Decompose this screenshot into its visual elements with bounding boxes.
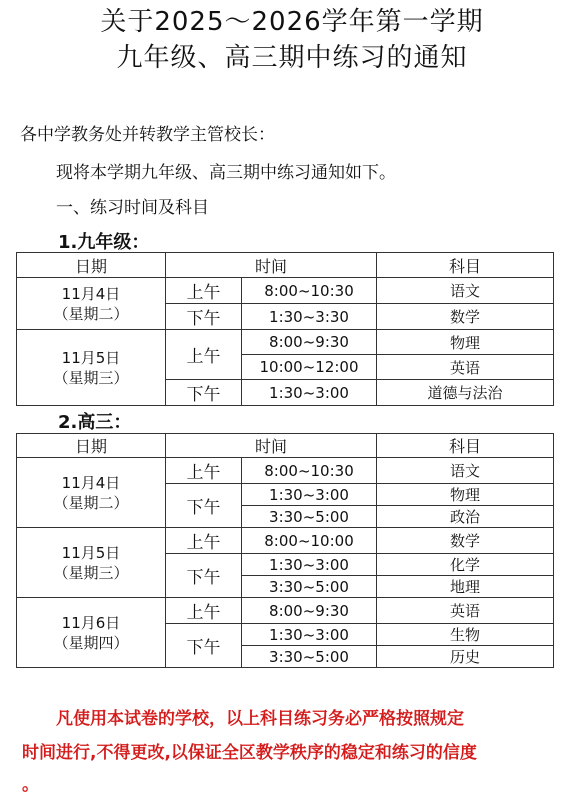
subject-cell: 生物	[377, 624, 554, 646]
time-cell: 3:30~5:00	[242, 576, 377, 598]
grade12-heading: 2.高三：	[58, 412, 132, 433]
time-cell: 1:30~3:00	[242, 484, 377, 506]
table-row	[17, 278, 554, 304]
date: 11月4日	[61, 473, 121, 492]
subject-cell: 历史	[377, 646, 554, 668]
grade9-schedule-table	[16, 252, 554, 406]
session-pm: 下午	[166, 554, 242, 598]
header-time: 时间	[166, 434, 377, 458]
intro-paragraph: 现将本学期九年级、高三期中练习通知如下。	[56, 163, 396, 183]
session-pm: 下午	[166, 624, 242, 668]
date: 11月6日	[61, 613, 121, 632]
time-cell: 3:30~5:00	[242, 646, 377, 668]
session-pm: 下午	[166, 484, 242, 528]
date: 11月4日	[61, 284, 121, 303]
session-am: 上午	[166, 528, 242, 554]
notice-line1: 凡使用本试卷的学校，以上科目练习务必严格按照规定	[56, 709, 464, 729]
weekday: （星期四）	[53, 633, 129, 652]
subject-cell: 英语	[377, 355, 554, 380]
subject-cell: 化学	[377, 554, 554, 576]
header-subject: 科目	[377, 253, 554, 278]
table-header-row	[17, 253, 554, 278]
header-date: 日期	[17, 253, 166, 278]
subject-cell: 语文	[377, 458, 554, 484]
subject-cell: 道德与法治	[377, 380, 554, 406]
weekday: （星期二）	[53, 304, 129, 323]
time-cell: 1:30~3:00	[242, 554, 377, 576]
date-cell	[17, 598, 166, 668]
document-title-line1: 关于2025～2026学年第一学期	[100, 7, 484, 37]
time-cell: 1:30~3:00	[242, 380, 377, 406]
date: 11月5日	[61, 543, 121, 562]
date: 11月5日	[61, 348, 121, 367]
notice-line2: 时间进行,不得更改,以保证全区教学秩序的稳定和练习的信度	[22, 743, 477, 763]
subject-cell: 地理	[377, 576, 554, 598]
time-cell: 8:00~9:30	[242, 598, 377, 624]
section-heading-schedule: 一、练习时间及科目	[56, 198, 209, 218]
table-header-row	[17, 434, 554, 458]
session-am: 上午	[166, 330, 242, 380]
notice-line3: 。	[22, 775, 39, 795]
session-am: 上午	[166, 278, 242, 304]
table-row	[17, 598, 554, 624]
time-cell: 10:00~12:00	[242, 355, 377, 380]
subject-cell: 数学	[377, 528, 554, 554]
grade9-heading: 1.九年级：	[58, 232, 150, 253]
date-cell	[17, 458, 166, 528]
time-cell: 1:30~3:00	[242, 624, 377, 646]
time-cell: 8:00~9:30	[242, 330, 377, 355]
document-title-line2: 九年级、高三期中练习的通知	[116, 43, 468, 73]
table-row	[17, 528, 554, 554]
time-cell: 1:30~3:30	[242, 304, 377, 330]
date-cell	[17, 528, 166, 598]
session-pm: 下午	[166, 380, 242, 406]
subject-cell: 物理	[377, 484, 554, 506]
weekday: （星期二）	[53, 493, 129, 512]
session-pm: 下午	[166, 304, 242, 330]
table-row	[17, 458, 554, 484]
subject-cell: 英语	[377, 598, 554, 624]
session-am: 上午	[166, 458, 242, 484]
time-cell: 3:30~5:00	[242, 506, 377, 528]
grade12-schedule-table	[16, 433, 554, 668]
table-row	[17, 330, 554, 355]
weekday: （星期三）	[53, 368, 129, 387]
session-am: 上午	[166, 598, 242, 624]
header-date: 日期	[17, 434, 166, 458]
subject-cell: 数学	[377, 304, 554, 330]
salutation: 各中学教务处并转教学主管校长：	[20, 125, 275, 145]
time-cell: 8:00~10:00	[242, 528, 377, 554]
subject-cell: 物理	[377, 330, 554, 355]
header-time: 时间	[166, 253, 377, 278]
subject-cell: 政治	[377, 506, 554, 528]
time-cell: 8:00~10:30	[242, 278, 377, 304]
subject-cell: 语文	[377, 278, 554, 304]
header-subject: 科目	[377, 434, 554, 458]
time-cell: 8:00~10:30	[242, 458, 377, 484]
weekday: （星期三）	[53, 563, 129, 582]
date-cell	[17, 278, 166, 330]
date-cell	[17, 330, 166, 406]
